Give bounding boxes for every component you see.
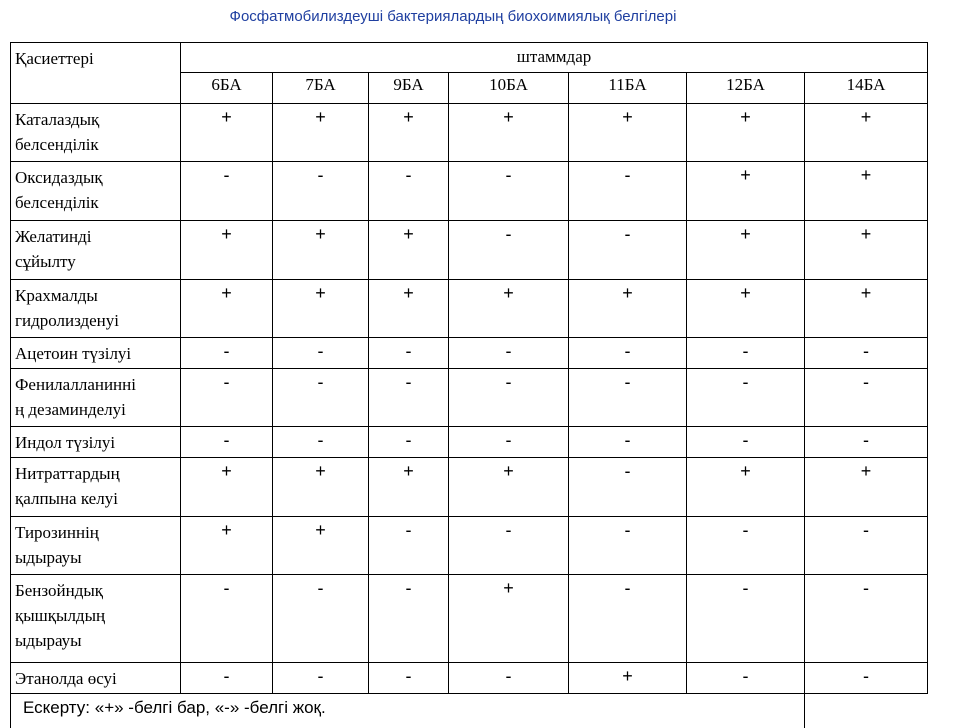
strain-header: 14БА bbox=[805, 73, 928, 104]
result-cell: - bbox=[805, 575, 928, 663]
result-cell: - bbox=[449, 427, 569, 458]
property-name-line: қалпына келуі bbox=[15, 489, 118, 508]
result-cell: - bbox=[181, 427, 273, 458]
property-name-line: Крахмалды bbox=[15, 286, 98, 305]
result-cell: - bbox=[181, 162, 273, 221]
result-cell: - bbox=[569, 162, 687, 221]
property-name-cell bbox=[11, 575, 181, 663]
strain-header: 6БА bbox=[181, 73, 273, 104]
result-cell: - bbox=[449, 162, 569, 221]
result-cell: - bbox=[569, 427, 687, 458]
property-name-line: Каталаздық bbox=[15, 110, 100, 129]
property-name-line: ыдырауы bbox=[15, 548, 82, 567]
property-name-line: белсенділік bbox=[15, 135, 99, 154]
property-name-line: Бензойндық bbox=[15, 581, 104, 600]
result-cell: + bbox=[273, 104, 369, 162]
note-row bbox=[11, 694, 928, 728]
property-name-cell bbox=[11, 663, 181, 694]
result-cell: - bbox=[687, 338, 805, 369]
property-name-cell bbox=[11, 104, 181, 162]
result-cell: - bbox=[449, 369, 569, 427]
result-cell: - bbox=[805, 663, 928, 694]
result-cell: - bbox=[805, 338, 928, 369]
result-cell: - bbox=[569, 369, 687, 427]
result-cell: - bbox=[687, 663, 805, 694]
result-cell: - bbox=[273, 663, 369, 694]
note-side-cell bbox=[805, 694, 928, 728]
table-row bbox=[11, 458, 928, 517]
result-cell: + bbox=[273, 280, 369, 338]
result-cell: - bbox=[369, 338, 449, 369]
result-cell: + bbox=[181, 517, 273, 575]
result-cell: - bbox=[369, 369, 449, 427]
result-cell: + bbox=[805, 221, 928, 280]
result-cell: - bbox=[569, 338, 687, 369]
table-row bbox=[11, 663, 928, 694]
table-row bbox=[11, 517, 928, 575]
property-name-line: Оксидаздық bbox=[15, 168, 103, 187]
result-cell: - bbox=[181, 663, 273, 694]
result-cell: - bbox=[687, 427, 805, 458]
result-cell: + bbox=[805, 104, 928, 162]
table-row bbox=[11, 280, 928, 338]
strain-header: 9БА bbox=[369, 73, 449, 104]
result-cell: - bbox=[273, 162, 369, 221]
strain-header: 10БА bbox=[449, 73, 569, 104]
property-name-cell bbox=[11, 221, 181, 280]
properties-table bbox=[10, 42, 928, 728]
result-cell: + bbox=[273, 221, 369, 280]
property-name-line: гидролизденуі bbox=[15, 311, 120, 330]
table-row bbox=[11, 575, 928, 663]
property-name-line: Ацетоин түзілуі bbox=[15, 344, 132, 363]
property-name-line: белсенділік bbox=[15, 193, 99, 212]
result-cell: - bbox=[805, 517, 928, 575]
result-cell: + bbox=[181, 221, 273, 280]
property-name-line: Фенилалланинні bbox=[15, 375, 136, 394]
result-cell: - bbox=[369, 575, 449, 663]
result-cell: - bbox=[449, 517, 569, 575]
result-cell: - bbox=[569, 575, 687, 663]
property-name-line: ң дезаминделуі bbox=[15, 400, 126, 419]
result-cell: + bbox=[805, 162, 928, 221]
table-row bbox=[11, 338, 928, 369]
property-name-line: Этанолда өсуі bbox=[15, 669, 117, 688]
result-cell: + bbox=[273, 517, 369, 575]
result-cell: - bbox=[369, 517, 449, 575]
table-row bbox=[11, 104, 928, 162]
strain-header: 7БА bbox=[273, 73, 369, 104]
property-name-cell bbox=[11, 338, 181, 369]
result-cell: + bbox=[369, 280, 449, 338]
property-name-cell bbox=[11, 458, 181, 517]
result-cell: - bbox=[449, 663, 569, 694]
result-cell: + bbox=[369, 458, 449, 517]
property-name-cell bbox=[11, 369, 181, 427]
result-cell: - bbox=[569, 221, 687, 280]
property-name-line: Нитраттардың bbox=[15, 464, 120, 483]
result-cell: - bbox=[449, 338, 569, 369]
result-cell: - bbox=[181, 369, 273, 427]
result-cell: + bbox=[687, 280, 805, 338]
property-name-line: Тирозиннің bbox=[15, 523, 99, 542]
result-cell: - bbox=[273, 427, 369, 458]
property-name-line: қышқылдың bbox=[15, 606, 106, 625]
header-row bbox=[11, 43, 928, 73]
property-name-cell bbox=[11, 427, 181, 458]
result-cell: + bbox=[687, 458, 805, 517]
result-cell: - bbox=[687, 575, 805, 663]
result-cell: - bbox=[369, 427, 449, 458]
result-cell: + bbox=[449, 280, 569, 338]
note-text: Ескерту: «+» -белгі бар, «-» -белгі жоқ. bbox=[11, 694, 805, 728]
properties-header: Қасиеттері bbox=[11, 43, 181, 104]
result-cell: + bbox=[569, 663, 687, 694]
result-cell: + bbox=[449, 575, 569, 663]
table-row bbox=[11, 369, 928, 427]
result-cell: - bbox=[273, 369, 369, 427]
result-cell: + bbox=[273, 458, 369, 517]
slide-title: Фосфатмобилиздеуші бактериялардың биохоимиялық белгілері bbox=[229, 8, 677, 25]
result-cell: - bbox=[569, 517, 687, 575]
result-cell: - bbox=[369, 162, 449, 221]
result-cell: + bbox=[449, 104, 569, 162]
result-cell: - bbox=[687, 369, 805, 427]
property-name-cell bbox=[11, 517, 181, 575]
result-cell: - bbox=[805, 369, 928, 427]
result-cell: + bbox=[181, 104, 273, 162]
property-name-line: ыдырауы bbox=[15, 631, 82, 650]
property-name-cell bbox=[11, 280, 181, 338]
property-name-line: сұйылту bbox=[15, 252, 76, 271]
result-cell: + bbox=[181, 280, 273, 338]
result-cell: + bbox=[449, 458, 569, 517]
property-name-cell bbox=[11, 162, 181, 221]
strain-header: 12БА bbox=[687, 73, 805, 104]
result-cell: + bbox=[687, 104, 805, 162]
result-cell: + bbox=[687, 221, 805, 280]
result-cell: + bbox=[805, 280, 928, 338]
result-cell: + bbox=[369, 104, 449, 162]
strain-header: 11БА bbox=[569, 73, 687, 104]
result-cell: + bbox=[687, 162, 805, 221]
property-name-line: Индол түзілуі bbox=[15, 433, 116, 452]
result-cell: - bbox=[181, 338, 273, 369]
strains-header: штаммдар bbox=[181, 43, 928, 73]
result-cell: + bbox=[369, 221, 449, 280]
table-row bbox=[11, 427, 928, 458]
result-cell: - bbox=[805, 427, 928, 458]
result-cell: + bbox=[569, 104, 687, 162]
result-cell: - bbox=[273, 575, 369, 663]
result-cell: + bbox=[805, 458, 928, 517]
property-name-line: Желатинді bbox=[15, 227, 92, 246]
table-row bbox=[11, 162, 928, 221]
result-cell: - bbox=[181, 575, 273, 663]
table-row bbox=[11, 221, 928, 280]
result-cell: + bbox=[181, 458, 273, 517]
result-cell: - bbox=[449, 221, 569, 280]
result-cell: + bbox=[569, 280, 687, 338]
result-cell: - bbox=[369, 663, 449, 694]
result-cell: - bbox=[273, 338, 369, 369]
result-cell: - bbox=[569, 458, 687, 517]
result-cell: - bbox=[687, 517, 805, 575]
